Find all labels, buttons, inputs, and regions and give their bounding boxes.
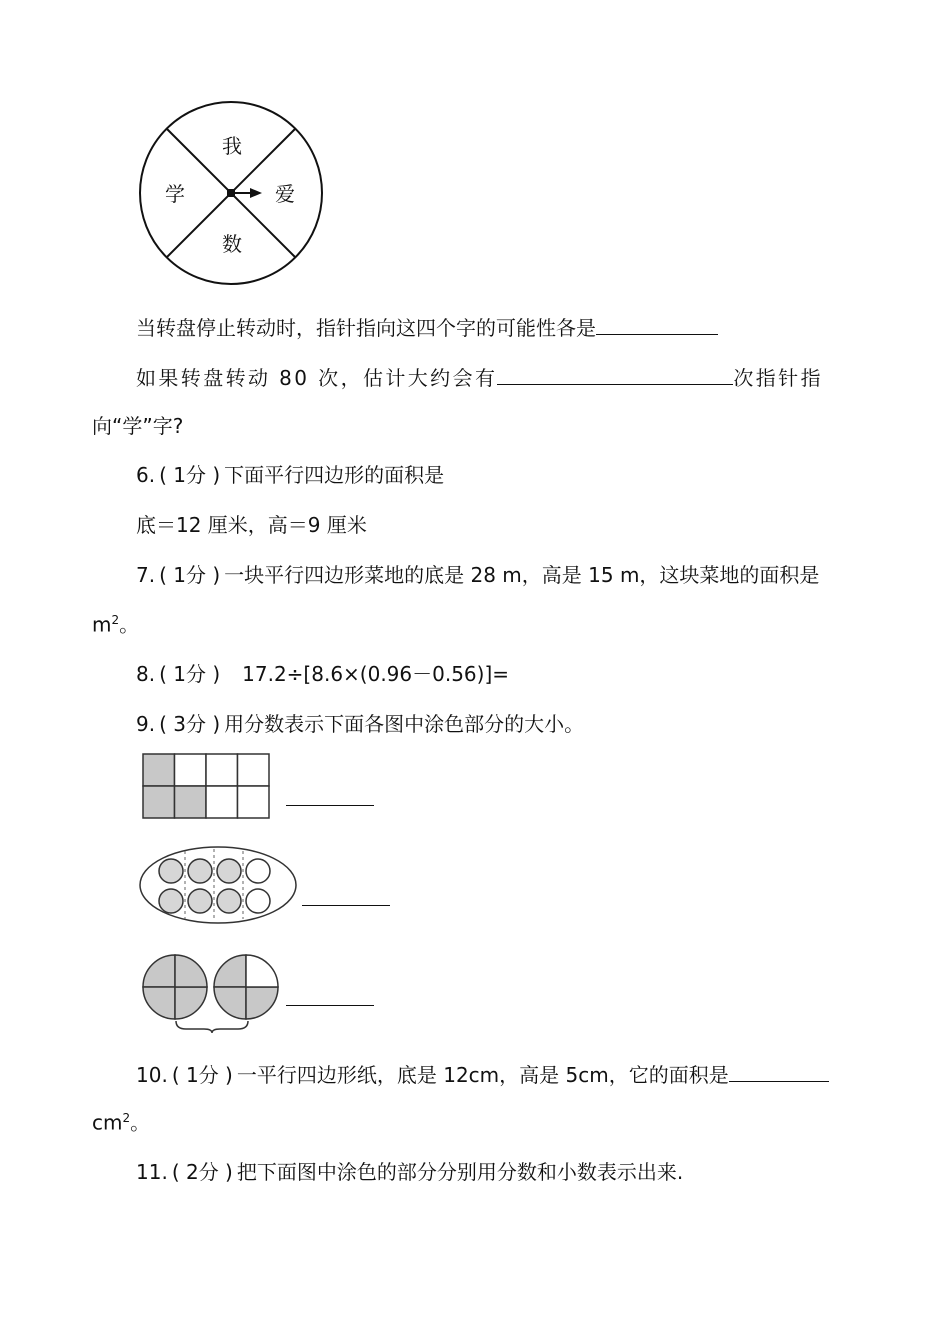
q11-score: ( 2分 ) <box>171 1160 233 1184</box>
q5-line2-post: 次指针指 <box>733 366 823 390</box>
q9-answer-blank-1[interactable] <box>286 787 374 806</box>
q9-text: 用分数表示下面各图中涂色部分的大小。 <box>224 712 585 736</box>
spinner-center-dot <box>227 189 235 197</box>
q9-answer-blank-3[interactable] <box>286 987 374 1006</box>
q9-small-circle <box>188 859 212 883</box>
q7-unit-sup: 2 <box>111 613 120 627</box>
q9-pie-quarter <box>175 955 207 987</box>
q7-text: 一块平行四边形菜地的底是 28 m，高是 15 m，这块菜地的面积是 <box>224 563 820 587</box>
q7-unit-line <box>92 614 139 635</box>
q5-line2 <box>136 366 823 388</box>
spinner-label-right: 爱 <box>275 182 295 206</box>
q7-number: 7. <box>136 563 156 587</box>
q9-oval-figure <box>138 845 298 925</box>
q9-pie-quarter <box>143 987 175 1019</box>
q5-line1-text: 当转盘停止转动时，指针指向这四个字的可能性各是 <box>136 316 596 340</box>
q5-line2-pre: 如果转盘转动 80 次，估计大约会有 <box>136 366 498 390</box>
q9-small-circle <box>217 859 241 883</box>
q9-grid-cell <box>175 786 207 818</box>
q9-pie-quarter <box>246 955 278 987</box>
q9-pie-figure <box>142 953 284 1033</box>
q9-grid-cell <box>175 754 207 786</box>
q10-unit-line <box>92 1112 150 1133</box>
q7-line <box>136 565 819 585</box>
q10-answer-blank[interactable] <box>729 1063 829 1082</box>
q9-pie-left <box>143 955 207 1019</box>
q9-pie-quarter <box>175 987 207 1019</box>
q8-score: ( 1分 ) <box>159 662 221 686</box>
q9-grid-cell <box>143 786 175 818</box>
q9-score: ( 3分 ) <box>159 712 221 736</box>
q6-text: 下面平行四边形的面积是 <box>224 463 445 487</box>
q5-line1 <box>136 316 718 338</box>
q9-small-circle <box>188 889 212 913</box>
q9-pie-quarter <box>214 955 246 987</box>
q6-score: ( 1分 ) <box>159 463 221 487</box>
q6-line <box>136 465 444 485</box>
spinner-label-top: 我 <box>222 134 242 158</box>
q9-pie-quarter <box>246 987 278 1019</box>
q10-score: ( 1分 ) <box>171 1063 233 1087</box>
q9-small-circle <box>159 889 183 913</box>
spinner-label-bottom: 数 <box>222 232 242 256</box>
q11-number: 11. <box>136 1160 168 1184</box>
q9-brace <box>176 1021 248 1033</box>
q9-line <box>136 714 584 734</box>
spinner-figure <box>136 110 326 290</box>
q10-number: 10. <box>136 1063 168 1087</box>
spinner-pointer-arrowhead <box>250 188 262 198</box>
q9-pie-right <box>214 955 278 1019</box>
q7-score: ( 1分 ) <box>159 563 221 587</box>
q10-unit-sup: 2 <box>122 1111 131 1125</box>
q9-small-circle <box>246 859 270 883</box>
q5-line3: 向“学”字? <box>92 414 184 438</box>
q9-answer-blank-2[interactable] <box>302 887 390 906</box>
q9-number: 9. <box>136 712 156 736</box>
q10-line <box>136 1063 829 1085</box>
q11-line <box>136 1162 683 1182</box>
q9-pie-quarter <box>214 987 246 1019</box>
q9-small-circle <box>246 889 270 913</box>
q9-grid-cell <box>143 754 175 786</box>
q6-number: 6. <box>136 463 156 487</box>
q9-grid-cell <box>206 786 238 818</box>
q7-unit: m <box>92 612 112 637</box>
q8-number: 8. <box>136 662 156 686</box>
q11-text: 把下面图中涂色的部分分别用分数和小数表示出来. <box>236 1160 684 1184</box>
spinner-label-left: 学 <box>165 182 185 206</box>
q9-small-circle <box>159 859 183 883</box>
q8-text: 17.2÷[8.6×(0.96－0.56)]= <box>242 662 510 686</box>
q5-answer-blank-2[interactable] <box>497 366 733 385</box>
q9-grid-cell <box>206 754 238 786</box>
q9-grid-cell <box>238 754 270 786</box>
q10-end: 。 <box>130 1110 151 1135</box>
q5-answer-blank-1[interactable] <box>596 316 718 335</box>
q9-small-circle <box>217 889 241 913</box>
q10-unit: cm <box>92 1110 123 1135</box>
q9-pie-quarter <box>143 955 175 987</box>
q6-sub: 底＝12 厘米，高＝9 厘米 <box>136 513 367 537</box>
q10-text: 一平行四边形纸，底是 12cm，高是 5cm，它的面积是 <box>236 1063 729 1087</box>
q8-line <box>136 664 509 684</box>
q9-oval <box>140 847 296 923</box>
q7-end: 。 <box>119 612 140 637</box>
q9-grid-cell <box>238 786 270 818</box>
q9-grid-figure <box>142 753 272 821</box>
